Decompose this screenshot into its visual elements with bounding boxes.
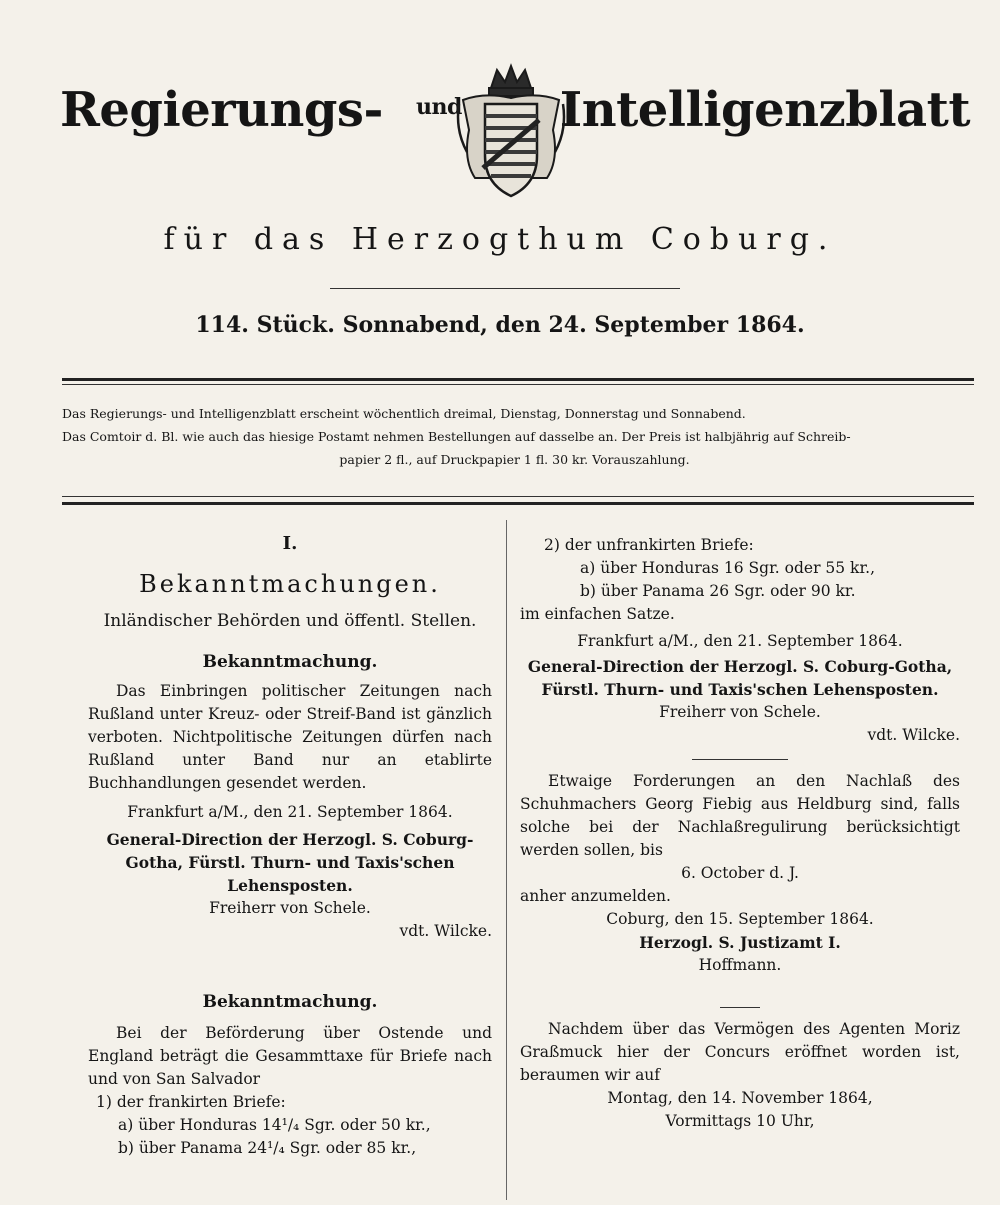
- column-divider: [506, 520, 507, 1200]
- masthead-divider: [330, 288, 680, 289]
- masthead-subtitle: für das Herzogthum Coburg.: [163, 222, 837, 257]
- section-title: Bekanntmachungen.: [139, 570, 441, 598]
- notice2-item-2a: a) über Honduras 16 Sgr. oder 55 kr.,: [580, 559, 876, 577]
- publication-info: [62, 402, 967, 471]
- notice3-deadline: 6. October d. J.: [681, 864, 799, 882]
- rule-top-thick: [62, 378, 974, 381]
- info-line-2: Das Comtoir d. Bl. wie auch das hiesige Postamt nehmen Bestellungen auf dasselbe an. Der Preis ist halbjährig auf Schreib-: [62, 429, 851, 444]
- issue-line: 114. Stück. Sonnabend, den 24. September 1864.: [195, 312, 805, 338]
- notice1-heading: Bekanntmachung.: [202, 652, 378, 672]
- notice2-authority: General-Direction der Herzogl. S. Coburg-Gotha, Fürstl. Thurn- und Taxis'schen Lehensposten.: [527, 657, 953, 699]
- notice-separator: [692, 759, 788, 760]
- section-number: I.: [282, 533, 298, 554]
- notice1-place-date: Frankfurt a/M., den 21. September 1864.: [127, 803, 453, 821]
- notice4-time: Vormittags 10 Uhr,: [665, 1112, 815, 1130]
- notice2-signer: Freiherr von Schele.: [659, 703, 821, 721]
- section-subtitle: Inländischer Behörden und öffentl. Stellen.: [103, 611, 477, 631]
- notice2-heading: Bekanntmachung.: [202, 992, 378, 1012]
- title-right: Intelligenzblatt: [559, 82, 970, 138]
- notice2-item-2: 2) der unfrankirten Briefe:: [544, 536, 754, 554]
- notice3-signer: Hoffmann.: [698, 956, 782, 974]
- notice3-body: Etwaige Forderungen an den Nachlaß des Schuhmachers Georg Fiebig aus Heldburg sind, falls solche bei der Nachlaßregulirung berücksichtigt werden sollen, bis: [520, 772, 960, 859]
- info-line-1: Das Regierungs- und Intelligenzblatt erscheint wöchentlich dreimal, Dienstag, Donnerstag und Sonnabend.: [62, 406, 746, 421]
- left-column: [88, 532, 492, 1160]
- notice1-authority: General-Direction der Herzogl. S. Coburg-Gotha, Fürstl. Thurn- und Taxis'schen Lehensposten.: [106, 830, 474, 895]
- notice4-body: Nachdem über das Vermögen des Agenten Moriz Graßmuck hier der Concurs eröffnet worden ist, beraumen wir auf: [520, 1020, 960, 1084]
- notice2-item-2b: b) über Panama 26 Sgr. oder 90 kr.: [580, 582, 856, 600]
- notice2-item-2c: im einfachen Satze.: [520, 605, 675, 623]
- notice1-countersign: vdt. Wilcke.: [399, 922, 492, 940]
- notice3-tail: anher anzumelden.: [520, 887, 671, 905]
- rule-mid-thick: [62, 502, 974, 505]
- notice3-place-date: Coburg, den 15. September 1864.: [606, 910, 874, 928]
- notice2-body: Bei der Beförderung über Ostende und England beträgt die Gesammttaxe für Briefe nach und von San Salvador: [88, 1024, 492, 1088]
- notice-separator-2: [720, 1007, 760, 1008]
- right-column: [520, 534, 960, 1133]
- notice2-countersign: vdt. Wilcke.: [867, 726, 960, 744]
- title-middle: und: [416, 94, 462, 120]
- rule-top-thin: [62, 384, 974, 385]
- notice2-item-1a: a) über Honduras 14¹/₄ Sgr. oder 50 kr.,: [118, 1116, 431, 1134]
- notice1-body: Das Einbringen politischer Zeitungen nach Rußland unter Kreuz- oder Streif-Band ist gänzlich verboten. Nichtpolitische Zeitungen dürfen nach Rußland unter Band nur an etablirte Buchhandlungen gesendet werden.: [88, 682, 492, 792]
- notice2-item-1: 1) der frankirten Briefe:: [96, 1093, 286, 1111]
- notice3-authority: Herzogl. S. Justizamt I.: [639, 933, 841, 952]
- notice4-date: Montag, den 14. November 1864,: [607, 1089, 873, 1107]
- rule-mid-thin: [62, 496, 974, 497]
- coat-of-arms-icon: [455, 60, 567, 210]
- title-left: Regierungs-: [60, 82, 383, 138]
- notice1-signer: Freiherr von Schele.: [209, 899, 371, 917]
- notice2-item-1b: b) über Panama 24¹/₄ Sgr. oder 85 kr.,: [118, 1139, 417, 1157]
- notice2-place-date: Frankfurt a/M., den 21. September 1864.: [577, 632, 903, 650]
- info-line-3: papier 2 fl., auf Druckpapier 1 fl. 30 kr. Vorauszahlung.: [339, 452, 690, 467]
